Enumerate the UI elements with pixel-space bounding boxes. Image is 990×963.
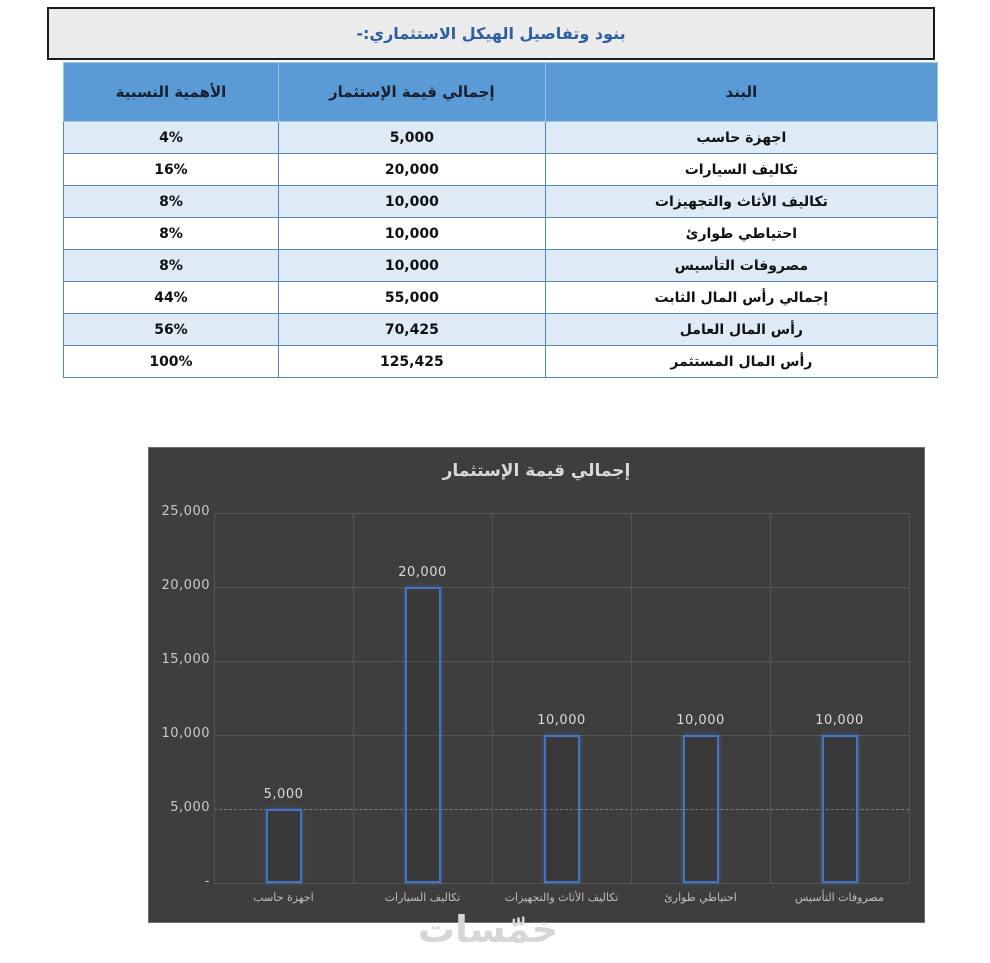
bar [544,735,580,883]
pct-cell: 8% [64,250,279,282]
bar-value-label: 10,000 [676,713,725,728]
bar-chart [148,447,925,923]
pct-cell: 44% [64,282,279,314]
column-header-pct: الأهمية النسبية [64,63,279,122]
y-axis-tick: 20,000 [161,578,210,593]
y-axis-tick: 10,000 [161,726,210,741]
item-cell: تكاليف الأثاث والتجهيزات [545,186,937,218]
gridline-horizontal [214,883,909,884]
table-row [64,122,938,154]
column-header-value: إجمالي قيمة الإستثمار [278,63,545,122]
value-cell: 125,425 [278,346,545,378]
x-axis-category-label: تكاليف السيارات [384,891,461,904]
pct-cell: 8% [64,218,279,250]
item-cell: رأس المال المستثمر [545,346,937,378]
bar [266,809,302,883]
bar-value-label: 10,000 [537,713,586,728]
bar-value-label: 5,000 [263,787,304,802]
value-cell: 10,000 [278,250,545,282]
item-cell: اجهزة حاسب [545,122,937,154]
watermark: خمّسات [418,908,559,951]
pct-cell: 100% [64,346,279,378]
bar [405,587,441,883]
y-axis-tick: - [204,874,210,889]
value-cell: 10,000 [278,186,545,218]
bar-value-label: 10,000 [815,713,864,728]
gridline-vertical [492,513,493,883]
y-axis-tick: 15,000 [161,652,210,667]
gridline-vertical [214,513,215,883]
value-cell: 10,000 [278,218,545,250]
category-axis [214,891,909,904]
gridline-horizontal [214,513,909,514]
table-row [64,314,938,346]
chart-title: إجمالي قيمة الإستثمار [442,461,631,481]
item-cell: إجمالي رأس المال الثابت [545,282,937,314]
value-cell: 55,000 [278,282,545,314]
y-axis-tick: 5,000 [170,800,210,815]
bar-value-label: 20,000 [398,565,447,580]
value-cell: 70,425 [278,314,545,346]
investment-table-body [64,122,938,378]
x-axis-category-label: تكاليف الأثاث والتجهيزات [504,891,619,904]
gridline-vertical [909,513,910,883]
item-cell: تكاليف السيارات [545,154,937,186]
y-axis-tick: 25,000 [161,504,210,519]
table-row [64,346,938,378]
item-cell: رأس المال العامل [545,314,937,346]
gridline-horizontal [214,587,909,588]
x-axis-category-label: احتياطي طوارئ [664,891,737,904]
item-cell: مصروفات التأسيس [545,250,937,282]
section-header-box [47,7,935,60]
table-row [64,218,938,250]
column-header-item: البند [545,63,937,122]
pct-cell: 16% [64,154,279,186]
investment-table [63,62,938,378]
section-title: بنود وتفاصيل الهيكل الاستثماري:- [356,24,626,43]
bar [822,735,858,883]
pct-cell: 4% [64,122,279,154]
bar [683,735,719,883]
gridline-horizontal [214,661,909,662]
item-cell: احتياطي طوارئ [545,218,937,250]
table-row [64,186,938,218]
pct-cell: 56% [64,314,279,346]
table-row [64,250,938,282]
gridline-vertical [770,513,771,883]
pct-cell: 8% [64,186,279,218]
x-axis-category-label: اجهزة حاسب [253,891,314,904]
table-row [64,154,938,186]
value-cell: 5,000 [278,122,545,154]
gridline-vertical [631,513,632,883]
value-cell: 20,000 [278,154,545,186]
plot-area [214,513,909,883]
x-axis-category-label: مصروفات التأسيس [795,891,884,904]
table-row [64,282,938,314]
investment-table-header [64,63,938,122]
header-row [64,63,938,122]
